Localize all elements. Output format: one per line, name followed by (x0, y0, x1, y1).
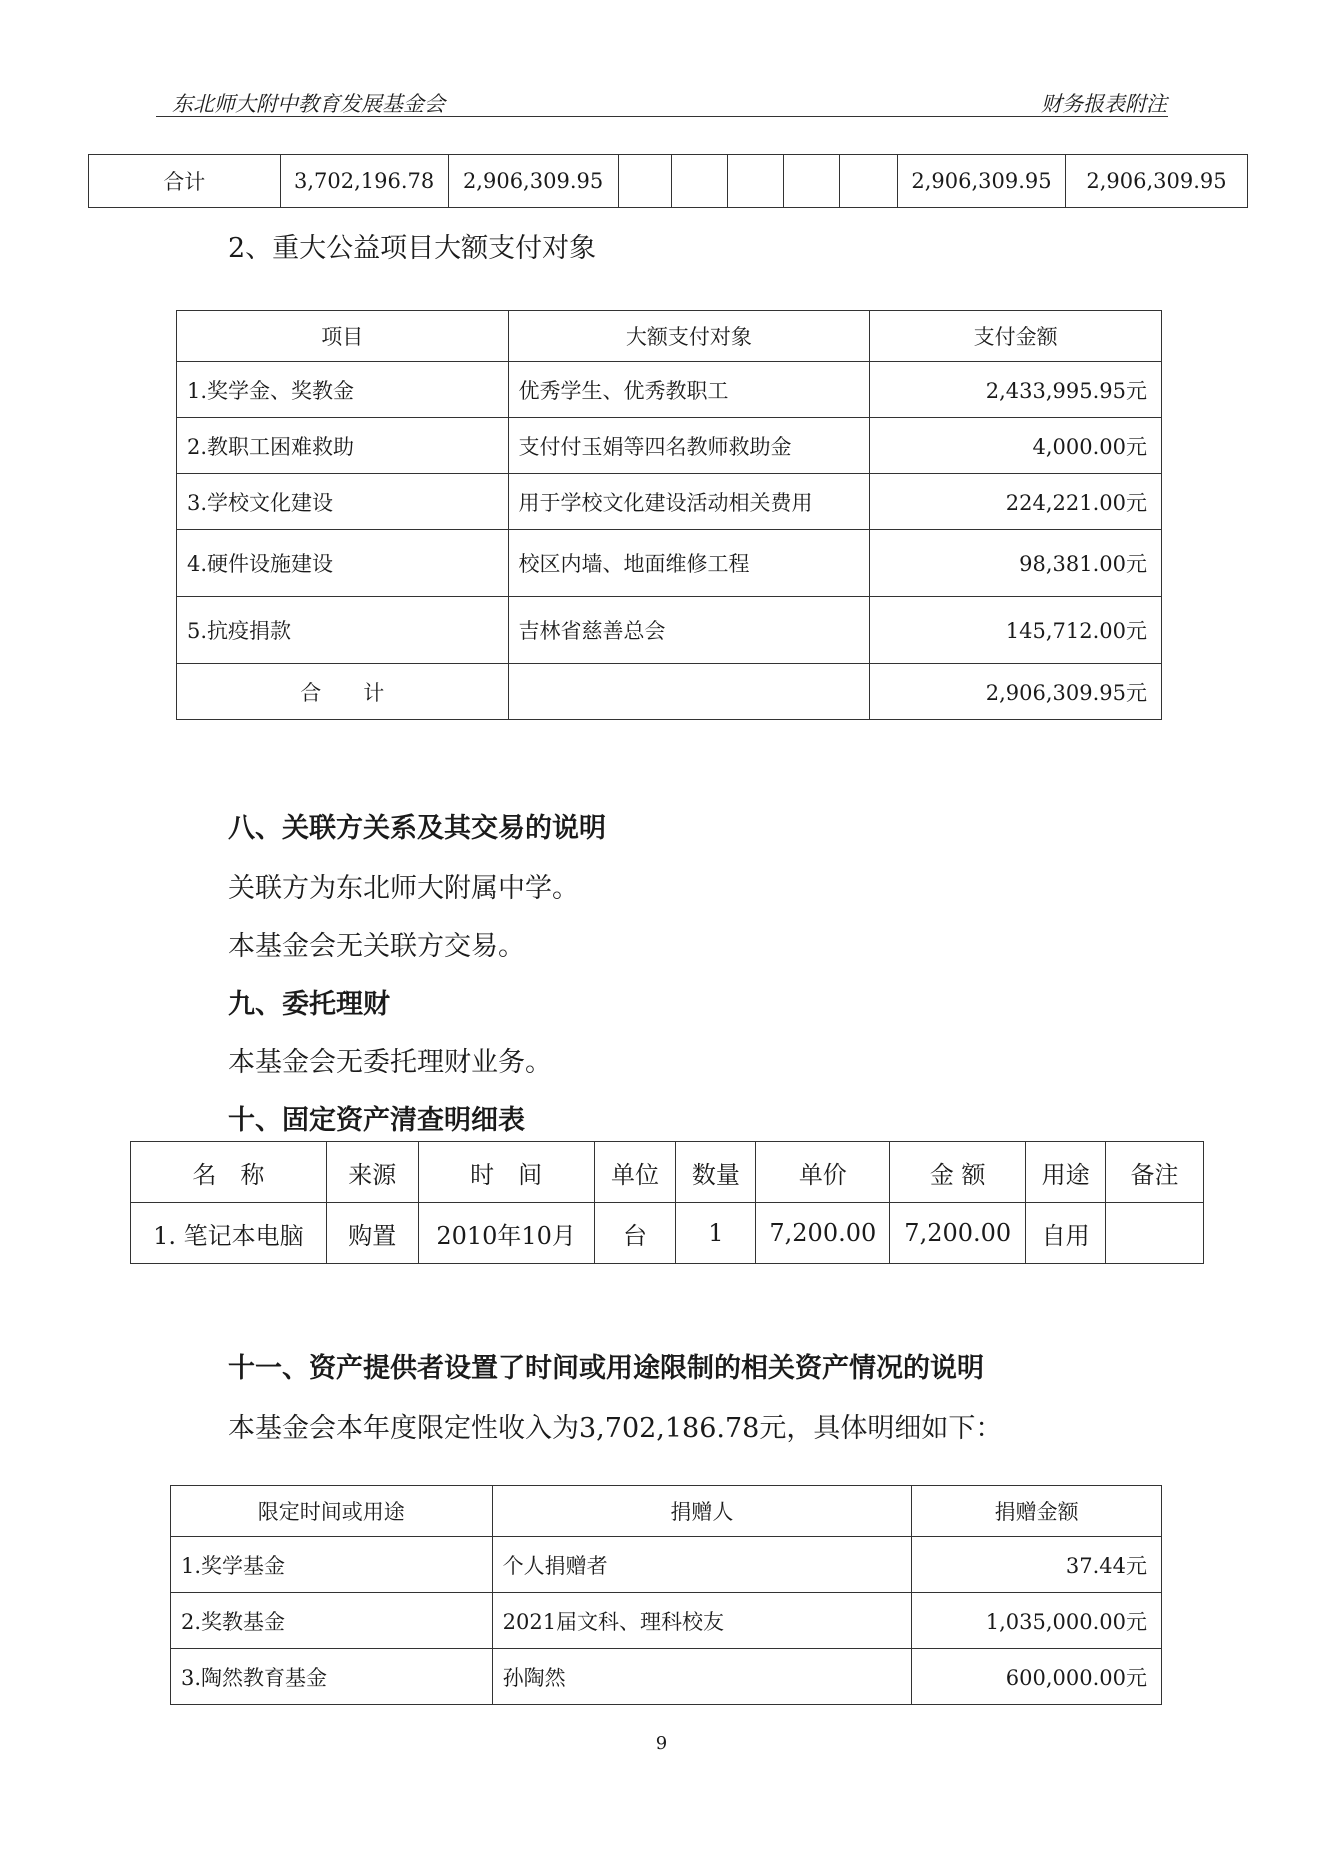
table-cell: 购置 (326, 1203, 418, 1264)
section-8-title: 八、关联方关系及其交易的说明 (228, 813, 606, 844)
column-header: 用途 (1026, 1142, 1106, 1203)
section-8-para-1: 关联方为东北师大附属中学。 (228, 873, 579, 904)
table-cell: 2.奖教基金 (171, 1593, 493, 1649)
table-row (131, 1203, 1204, 1264)
major-payments-table (176, 310, 1162, 720)
header-rule (156, 116, 1168, 117)
table-cell: 145,712.00元 (870, 597, 1162, 664)
header-doc-title: 财务报表附注 (1041, 92, 1167, 116)
column-header: 捐赠金额 (912, 1486, 1162, 1537)
table-cell: 1. 笔记本电脑 (131, 1203, 327, 1264)
table-row (177, 530, 1162, 597)
table-cell: 37.44元 (912, 1537, 1162, 1593)
table-header-row (171, 1486, 1162, 1537)
column-header: 备注 (1106, 1142, 1204, 1203)
column-header: 单价 (756, 1142, 890, 1203)
table-cell: 2,906,309.95 (448, 155, 618, 208)
table-total-row (177, 664, 1162, 720)
table-cell: 2021届文科、理科校友 (492, 1593, 912, 1649)
section-8-para-2: 本基金会无关联方交易。 (228, 931, 525, 962)
section-9-title: 九、委托理财 (228, 989, 390, 1020)
column-header: 项目 (177, 311, 509, 362)
section-10-title: 十、固定资产清查明细表 (228, 1105, 525, 1136)
page-number: 9 (655, 1733, 668, 1754)
table-cell: 3,702,196.78 (280, 155, 448, 208)
column-header: 来源 (326, 1142, 418, 1203)
column-header: 金 额 (890, 1142, 1026, 1203)
table-cell: 自用 (1026, 1203, 1106, 1264)
table-cell: 孙陶然 (492, 1649, 912, 1705)
table-cell: 1 (676, 1203, 756, 1264)
table-cell (728, 155, 784, 208)
table-cell (672, 155, 728, 208)
header-org-name: 东北师大附中教育发展基金会 (172, 92, 445, 116)
table-row (177, 474, 1162, 530)
top-summary-table (88, 154, 1248, 208)
table-cell: 优秀学生、优秀教职工 (508, 362, 870, 418)
table-cell: 2,906,309.95 (898, 155, 1066, 208)
restricted-income-table (170, 1485, 1162, 1705)
table-cell: 600,000.00元 (912, 1649, 1162, 1705)
table-row (171, 1649, 1162, 1705)
section-9-para-1: 本基金会无委托理财业务。 (228, 1047, 552, 1078)
table-cell: 98,381.00元 (870, 530, 1162, 597)
column-header: 名 称 (131, 1142, 327, 1203)
fixed-assets-table (130, 1141, 1204, 1264)
table-cell (840, 155, 898, 208)
table-cell: 3.陶然教育基金 (171, 1649, 493, 1705)
table-cell: 2010年10月 (418, 1203, 594, 1264)
table-cell: 2,433,995.95元 (870, 362, 1162, 418)
table-cell: 4,000.00元 (870, 418, 1162, 474)
table-cell (618, 155, 672, 208)
table-row (177, 597, 1162, 664)
column-header: 单位 (594, 1142, 676, 1203)
table-row (177, 362, 1162, 418)
column-header: 支付金额 (870, 311, 1162, 362)
column-header: 数量 (676, 1142, 756, 1203)
table-cell: 3.学校文化建设 (177, 474, 509, 530)
column-header: 大额支付对象 (508, 311, 870, 362)
table-cell: 个人捐赠者 (492, 1537, 912, 1593)
column-header: 时 间 (418, 1142, 594, 1203)
table-cell: 1,035,000.00元 (912, 1593, 1162, 1649)
table-cell (784, 155, 840, 208)
table-cell: 1.奖学金、奖教金 (177, 362, 509, 418)
table-cell: 2.教职工困难救助 (177, 418, 509, 474)
table-cell (1106, 1203, 1204, 1264)
total-value: 2,906,309.95元 (870, 664, 1162, 720)
table-cell: 校区内墙、地面维修工程 (508, 530, 870, 597)
table-cell: 吉林省慈善总会 (508, 597, 870, 664)
section-11-para-1: 本基金会本年度限定性收入为3,702,186.78元，具体明细如下： (228, 1413, 1003, 1444)
table-cell: 1.奖学基金 (171, 1537, 493, 1593)
table-cell: 用于学校文化建设活动相关费用 (508, 474, 870, 530)
section-2-title: 2、重大公益项目大额支付对象 (228, 233, 597, 264)
table-row (171, 1537, 1162, 1593)
column-header: 捐赠人 (492, 1486, 912, 1537)
table-cell: 支付付玉娟等四名教师救助金 (508, 418, 870, 474)
table-cell: 224,221.00元 (870, 474, 1162, 530)
total-label: 合 计 (177, 664, 509, 720)
table-cell: 2,906,309.95 (1065, 155, 1247, 208)
column-header: 限定时间或用途 (171, 1486, 493, 1537)
section-11-title: 十一、资产提供者设置了时间或用途限制的相关资产情况的说明 (228, 1353, 984, 1384)
table-row (177, 418, 1162, 474)
table-cell: 5.抗疫捐款 (177, 597, 509, 664)
table-cell: 台 (594, 1203, 676, 1264)
table-cell: 合计 (89, 155, 281, 208)
table-header-row (131, 1142, 1204, 1203)
table-row (171, 1593, 1162, 1649)
table-row (89, 155, 1248, 208)
table-cell: 7,200.00 (890, 1203, 1026, 1264)
table-cell: 4.硬件设施建设 (177, 530, 509, 597)
table-cell: 7,200.00 (756, 1203, 890, 1264)
table-cell (508, 664, 870, 720)
table-header-row (177, 311, 1162, 362)
